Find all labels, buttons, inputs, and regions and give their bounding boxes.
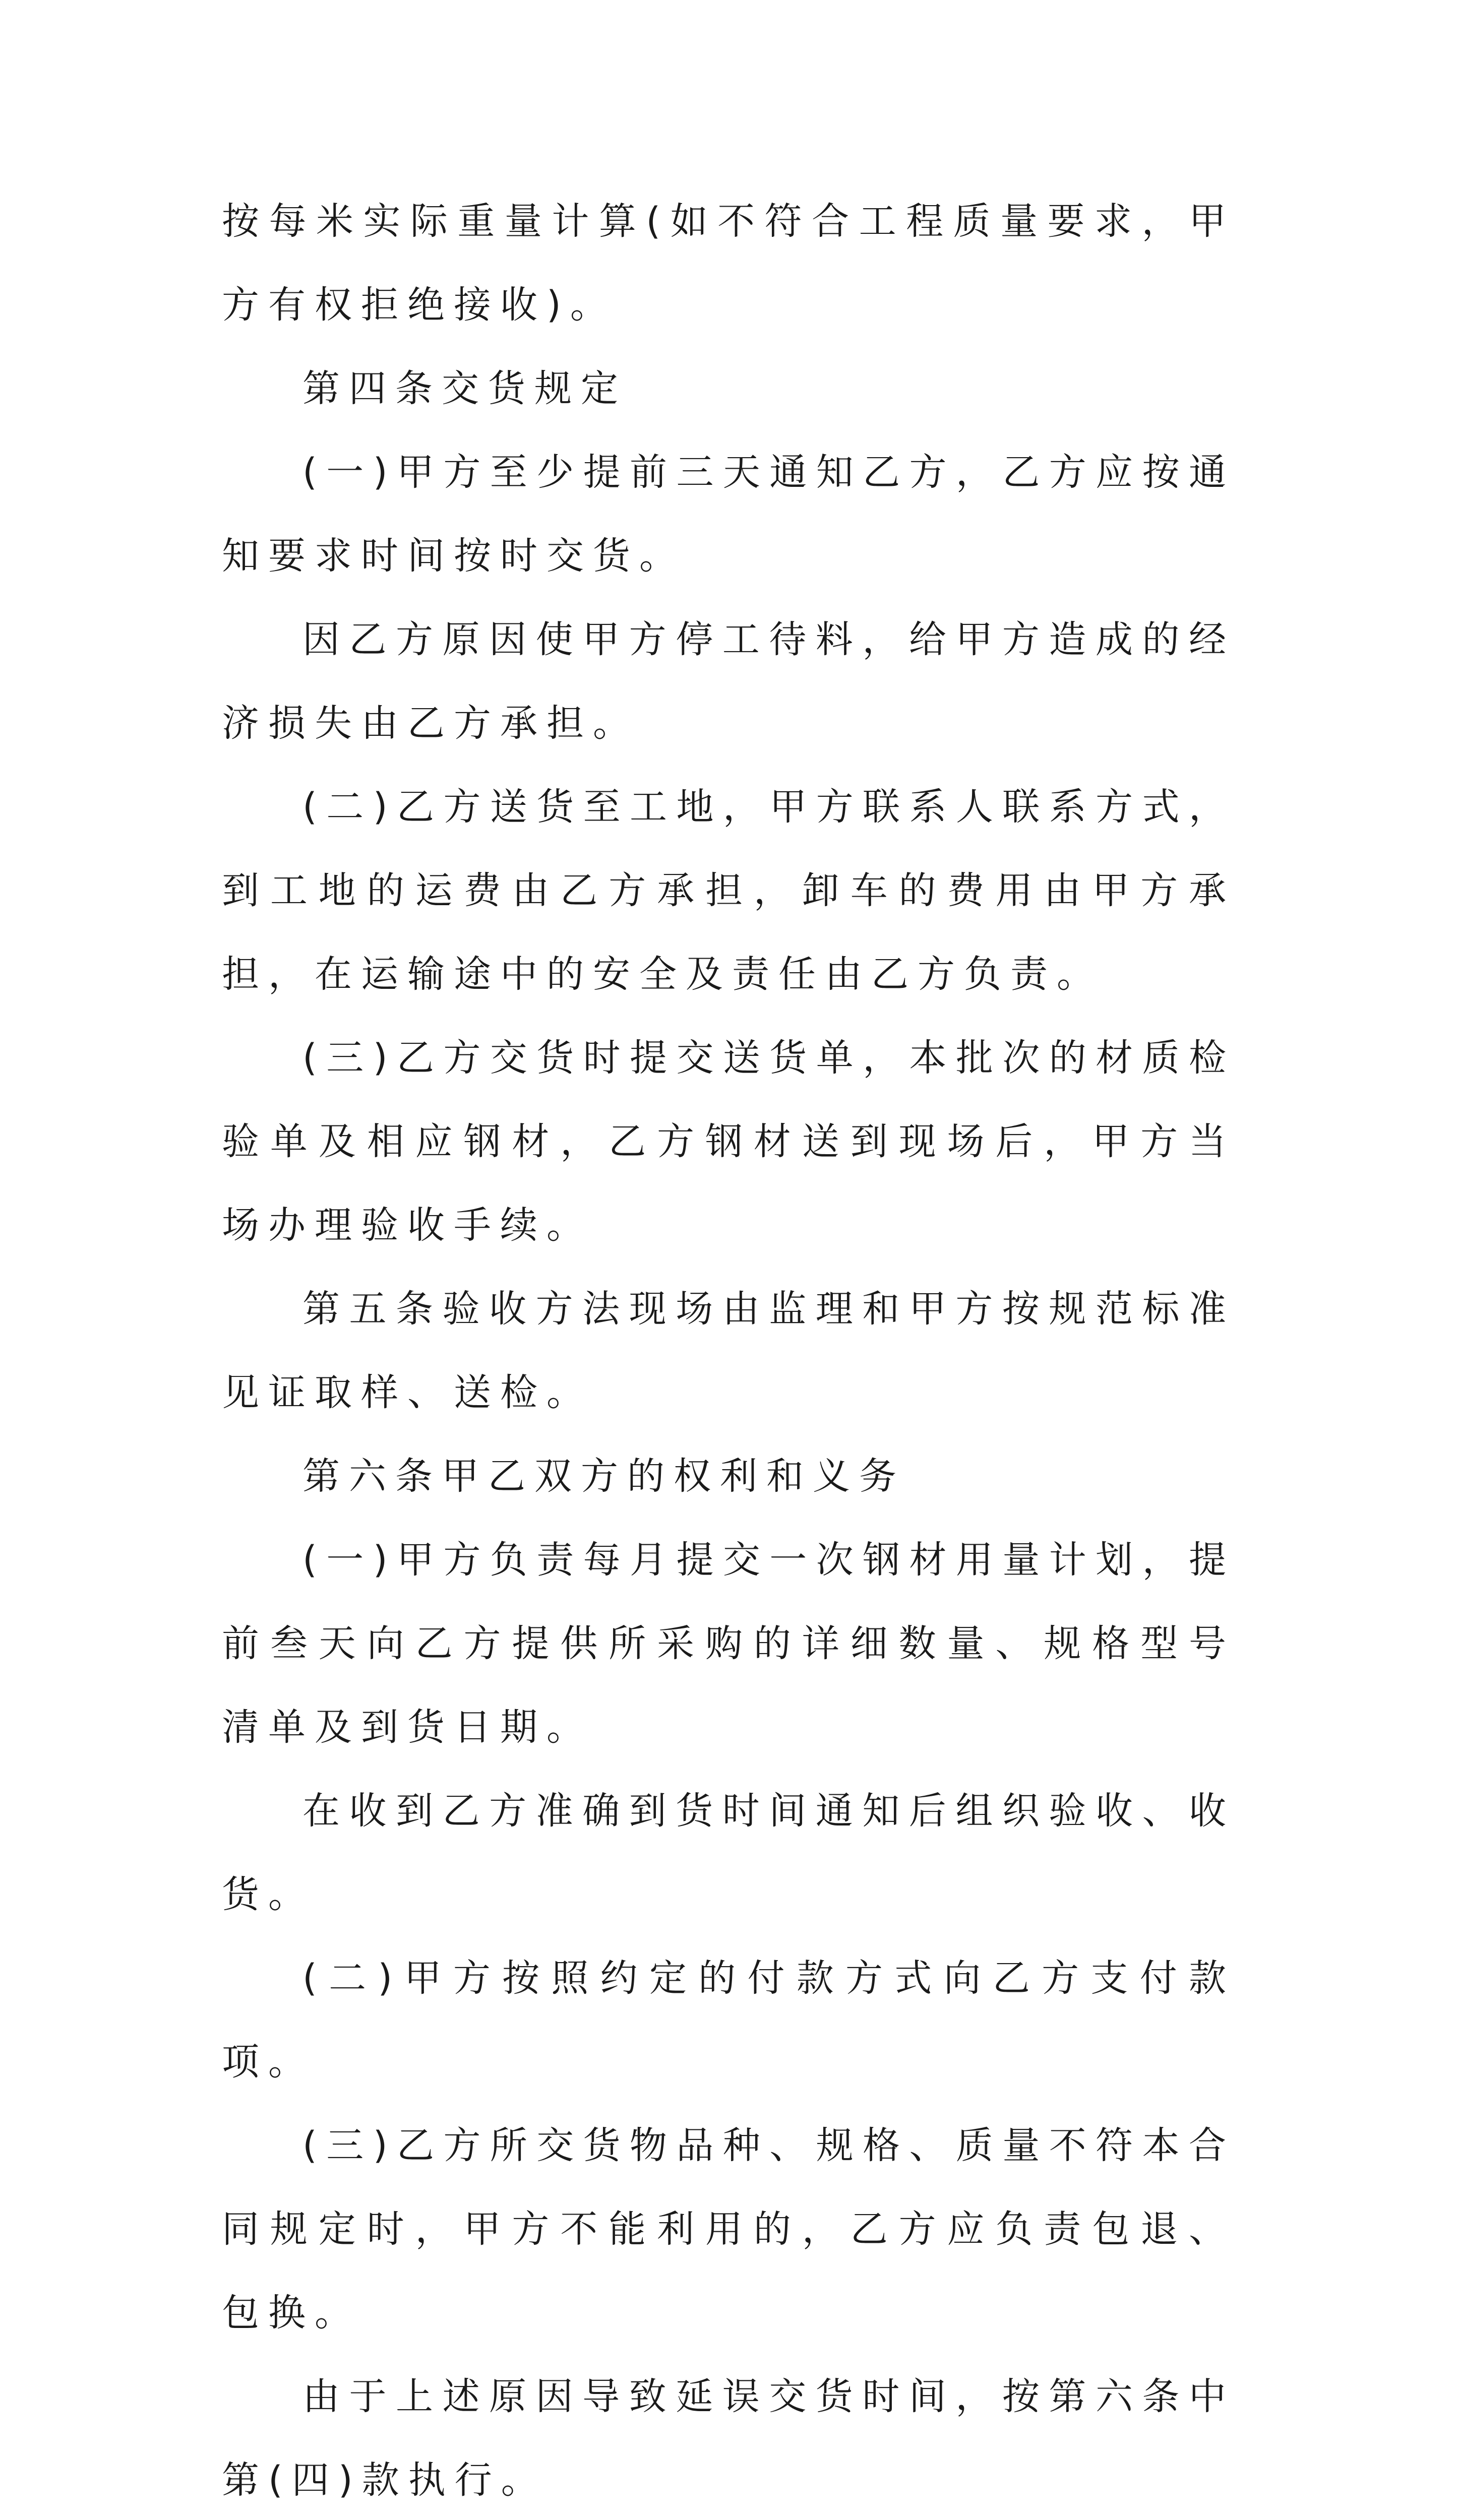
paragraph-weight-calculation: 按每米实际重量计算(如不符合工程质量要求，甲方有权拒绝接收)。 [222,200,1235,327]
paragraph-6-1-receipt: 在收到乙方准确到货时间通知后组织验收、收货。 [222,1789,1235,1916]
paragraph-4-1-loss: 因乙方原因使甲方停工待料，给甲方造成的经济损失由乙方承担。 [222,618,1235,745]
paragraph-6-1-plan: (一)甲方负责每月提交一次钢材用量计划，提前叁天向乙方提供所采购的详细数量、规格型号清单及到货日期。 [222,1538,1235,1749]
heading-article-4-delivery: 第四条交货规定 [302,367,627,410]
paragraph-4-2-shipping: (二)乙方送货至工地，甲方联系人联系方式，到工地的运费由乙方承担，卸车的费用由甲方承担，在运输途中的安全及责任由乙方负责。 [222,785,1235,996]
paragraph-4-1-notice: (一)甲方至少提前三天通知乙方，乙方应按通知要求时间按时交货。 [222,451,1235,578]
heading-article-6-rights: 第六条甲乙双方的权利和义务 [302,1455,905,1498]
document-body [222,179,1235,2520]
paragraph-4-3-acceptance: (三)乙方交货时提交送货单，本批次的材质检验单及相应钢材，乙方钢材送到现场后，甲方当场办理验收手续。 [222,1036,1235,1247]
paragraph-6-3-delay: 由于上述原因导致延误交货时间，按第六条中第(四)款执行。 [222,2375,1235,2502]
paragraph-article-5-inspection: 第五条验收方法现场由监理和甲方按规范标准见证取样、送检。 [222,1287,1235,1414]
paragraph-6-3-return: (三)乙方所交货物品种、规格、质量不符本合同规定时，甲方不能利用的，乙方应负责包退、包换。 [222,2124,1235,2335]
paragraph-6-2-payment: (二)甲方按照约定的付款方式向乙方支付款项。 [222,1957,1235,2084]
